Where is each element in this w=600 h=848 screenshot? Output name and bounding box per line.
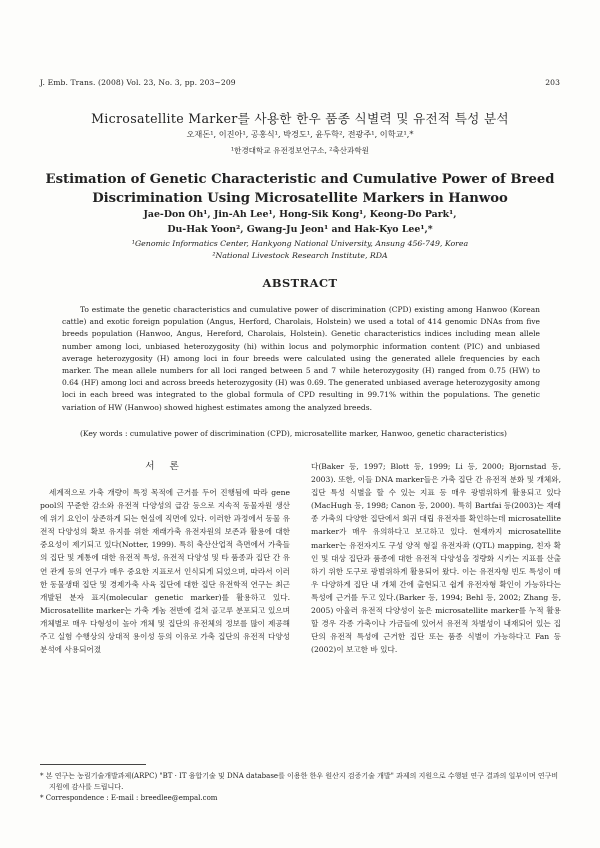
correspondence-footnote: * Correspondence : E-mail : breedlee@empal.com (40, 794, 218, 802)
page-number: 203 (545, 78, 560, 87)
intro-paragraph-right: 다(Baker 등, 1997; Blott 등, 1999; Li 등, 2000; Bjornstad 등, 2003). 또한, 이들 DNA marker들은 가축 집단 간 유전적 분화 및 개체와, 집단 특성 식별을 할 수 있는 지표 등 매우 광범위하게 활용되고 있다(MacHugh 등, 1998; Canon 등, 2000). 특히 Bartfai 등(2003)는 재래종 가축의 다양한 집단에서 회귀 대립 유전자를 확인하는데 microsatellite marker가 매우 유의하다고 보고하고 있다. 현재까지 microsatellite marker는 유전자지도 구성 양적 형질 유전자좌 (QTL) mapping, 친자 확인 및 대상 집단과 품종에 대한 유전적 다양성을 정량화 시키는 지표를 산출하기 위한 도구로 광범위하게 활용되어 왔다. 이는 유전자형 빈도 특성이 매우 다양하게 집단 내 개체 간에 출현되고 쉽게 유전자형 확인이 가능하다는 특성에 근거를 두고 있다.(Barker 등, 1994; Behl 등, 2002; Zhang 등, 2005) 아울러 유전적 다양성이 높은 microsatellite marker를 누적 활용할 경우 각종 가축이나 가금들에 있어서 유전적 차별성이 내재되어 있는 집단의 유전적 특성에 근거한 집단 또는 품종 식별이 가능하다고 Fan 등(2002)이 보고한 바 있다. (311, 462, 561, 655)
abstract-heading: ABSTRACT (262, 276, 338, 290)
journal-citation: J. Emb. Trans. (2008) Vol. 23, No. 3, pp. 203~209 (40, 78, 236, 87)
korean-authors: 오재돈¹, 이진아¹, 공홍식¹, 박경도¹, 윤두학², 전광주¹, 이학교¹,* (186, 129, 414, 139)
keywords: (Key words : cumulative power of discrimination (CPD), microsatellite marker, Hanwoo, genetic characteristics) (80, 429, 507, 438)
running-header (40, 78, 560, 92)
korean-affiliations: ¹한경대학교 유전정보연구소, ²축산과학원 (230, 146, 370, 155)
intro-left-column (40, 460, 290, 656)
english-authors-line-2: Du-Hak Yoon², Gwang-Ju Jeon¹ and Hak-Kyo Lee¹,* (167, 223, 433, 235)
footnotes (40, 771, 560, 804)
english-affiliations (40, 238, 560, 261)
abstract-body: To estimate the genetic characteristics and cumulative power of discrimination (CPD) existing among Hanwoo (Korean cattle) and exotic foreign population (Angus, Herford, Charolais, Holstein) we used a total of 414 genomic DNAs from five breeds population (Hanwoo, Angus, Hereford, Charolais, Holstein). Genetic characteristics indices including mean allele number among loci, unbiased heterozygosity (hi) within locus and polymorphic information content (PIC) and unbiased average heterozygosity (H) among loci in four breeds were calculated using the generated allele frequencies by each marker. The mean allele numbers for all loci ranged between 5 and 7 while heterozygosity (H) ranged from 0.75 (HW) to 0.64 (HF) among loci and across breeds heterozygosity (H) was 0.69. The generated unbiased average heterozygosity among loci in each breed was integrated to the global formula of CPD resulting in 99.71% within the populations. The genetic variation of HW (Hanwoo) showed highest estimates among the analyzed breeds. (62, 305, 540, 412)
intro-heading: 서 론 (145, 461, 185, 472)
english-authors-line-1: Jae-Don Oh¹, Jin-Ah Lee¹, Hong-Sik Kong¹, Keong-Do Park¹, (143, 209, 457, 220)
intro-right-column (311, 460, 561, 656)
english-title-line-1: Estimation of Genetic Characteristic and Cumulative Power of Breed (45, 172, 555, 187)
english-authors (40, 208, 560, 237)
footnote-divider (40, 764, 146, 765)
english-title-line-2: Discrimination Using Microsatellite Markers in Hanwoo (92, 191, 508, 206)
intro-paragraph-left: 세계적으로 가축 개량이 특정 목적에 근거를 두어 진행됨에 따라 gene pool의 꾸준한 감소와 유전적 다양성의 급감 등으로 지속적 동물자원 생산에 위기 요인이 상존하게 되는 현실에 직면에 있다. 이러한 과정에서 동물 유전적 다양성의 확보 유지를 위한 재래가축 유전자원의 보존과 활용에 대한 중요성이 제기되고 있다(Notter, 1999). 특히 축산산업적 측면에서 가축들의 집단 및 계통에 대한 유전적 특성, 유전적 다양성 및 타 품종과 집단 간 유연 관계 등의 연구가 매우 중요한 지표로서 인식되게 되었으며, 따라서 이러한 동물생태 집단 및 경제가축 사육 집단에 대한 집단 유전학적 연구는 최근 개발된 분자 표지(molecular genetic marker)를 활용하고 있다. Microsatellite marker는 가축 게놈 전반에 걸쳐 골고루 분포되고 있으며 개체별로 매우 다형성이 높아 개체 및 집단의 유전체의 정보를 많이 제공해 주고 실험 수행상의 상대적 용이성 등의 이유로 가축 집단의 유전적 다양성 분석에 사용되어졌 (40, 488, 290, 655)
english-title (40, 170, 560, 208)
korean-title: Microsatellite Marker를 사용한 한우 품종 식별력 및 유전적 특성 분석 (91, 111, 509, 126)
english-affiliation-line-1: ¹Genomic Informatics Center, Hankyong National University, Ansung 456-749, Korea (131, 239, 469, 248)
english-affiliation-line-2: ²National Livestock Research Institute, RDA (212, 250, 388, 260)
funding-footnote: * 본 연구는 농림기술개발과제(ARPC) "BT · IT 융합기술 및 DNA database를 이용한 한우 원산지 검증기술 개발" 과제의 지원으로 수행된 연구 결과의 일부이며 연구비 지원에 감사를 드립니다. (40, 772, 559, 791)
